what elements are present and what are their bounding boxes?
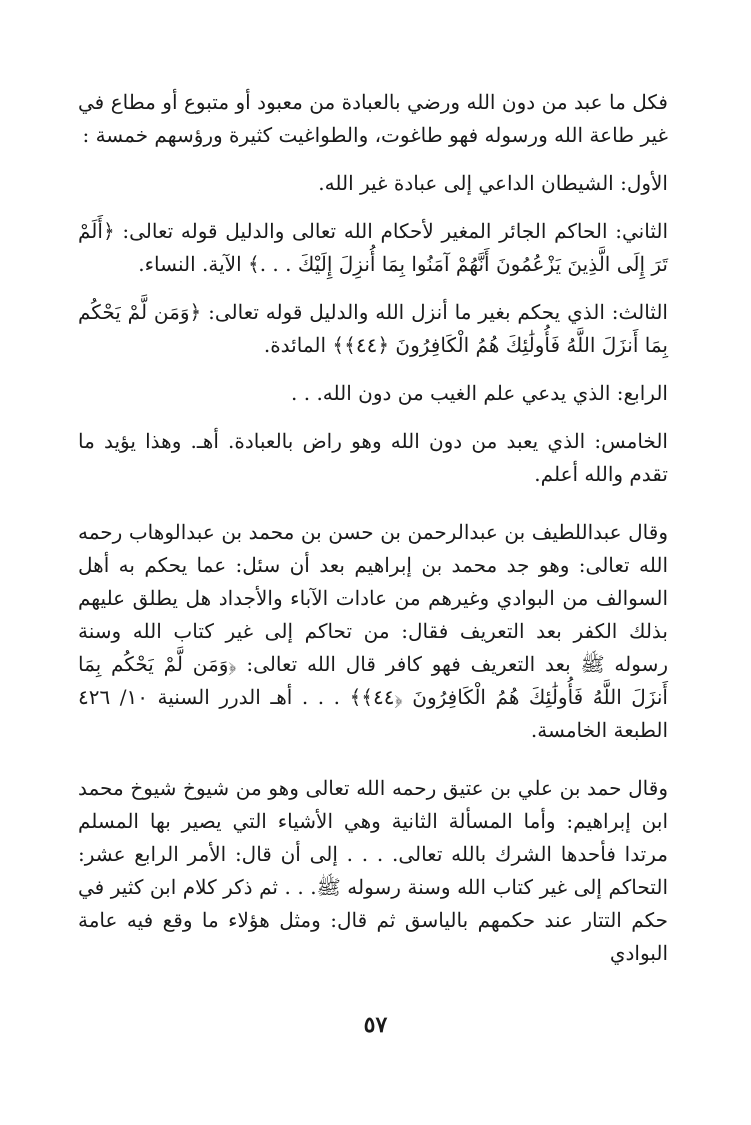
paragraph-second: الثاني: الحاكم الجائر المغير لأحكام الله تعالى والدليل قوله تعالى: ﴿أَلَمْ تَرَ إِلَى الَّذِينَ يَزْعُمُونَ أَنَّهُمْ آمَنُوا بِمَا أُنزِلَ إِلَيْكَ . . .﴾ الآية. النساء.	[78, 219, 668, 276]
page-number: ٥٧	[363, 1012, 388, 1038]
page-body	[78, 86, 668, 970]
paragraph-fourth: الرابع: الذي يدعي علم الغيب من دون الله. . .	[291, 381, 668, 405]
paragraph-abdullatif-quote: وقال عبداللطيف بن عبدالرحمن بن حسن بن محمد بن عبدالوهاب رحمه الله تعالى: وهو جد محمد بن إبراهيم بعد أن سئل: عما يحكم به أهل السوالف من البوادي وغيرهم من عادات الآباء والأجداد هل يطلق عليهم بذلك الكفر بعد التعريف فقال: من تحاكم إلى غير كتاب الله وسنة رسوله ﷺ بعد التعريف فهو كافر قال الله تعالى: ﴿وَمَن لَّمْ يَحْكُم بِمَا أَنزَلَ اللَّهُ فَأُولَٰئِكَ هُمُ الْكَافِرُونَ ﴿٤٤﴾﴾ . . . أهـ الدرر السنية ١٠/ ٤٢٦ الطبعة الخامسة.	[78, 520, 668, 742]
paragraph-fifth: الخامس: الذي يعبد من دون الله وهو راض بالعبادة. أهـ. وهذا يؤيد ما تقدم والله أعلم.	[78, 429, 668, 486]
paragraph-hamad-quote: وقال حمد بن علي بن عتيق رحمه الله تعالى وهو من شيوخ شيوخ محمد ابن إبراهيم: وأما المسألة الثانية وهي الأشياء التي يصير بها المسلم مرتدا فأحدها الشرك بالله تعالى. . . . إلى أن قال: الأمر الرابع عشر: التحاكم إلى غير كتاب الله وسنة رسوله ﷺ. . . ثم ذكر كلام ابن كثير في حكم التتار عند حكمهم بالياسق ثم قال: ومثل هؤلاء ما وقع فيه عامة البوادي	[78, 776, 668, 965]
paragraph-intro: فكل ما عبد من دون الله ورضي بالعبادة من معبود أو متبوع أو مطاع في غير طاعة الله ورسوله فهو طاغوت، والطواغيت كثيرة ورؤسهم خمسة :	[78, 90, 668, 147]
paragraph-first: الأول: الشيطان الداعي إلى عبادة غير الله.	[318, 171, 668, 195]
paragraph-third: الثالث: الذي يحكم بغير ما أنزل الله والدليل قوله تعالى: ﴿وَمَن لَّمْ يَحْكُم بِمَا أَنزَلَ اللَّهُ فَأُولَٰئِكَ هُمُ الْكَافِرُونَ ﴿٤٤﴾﴾ المائدة.	[78, 300, 668, 357]
